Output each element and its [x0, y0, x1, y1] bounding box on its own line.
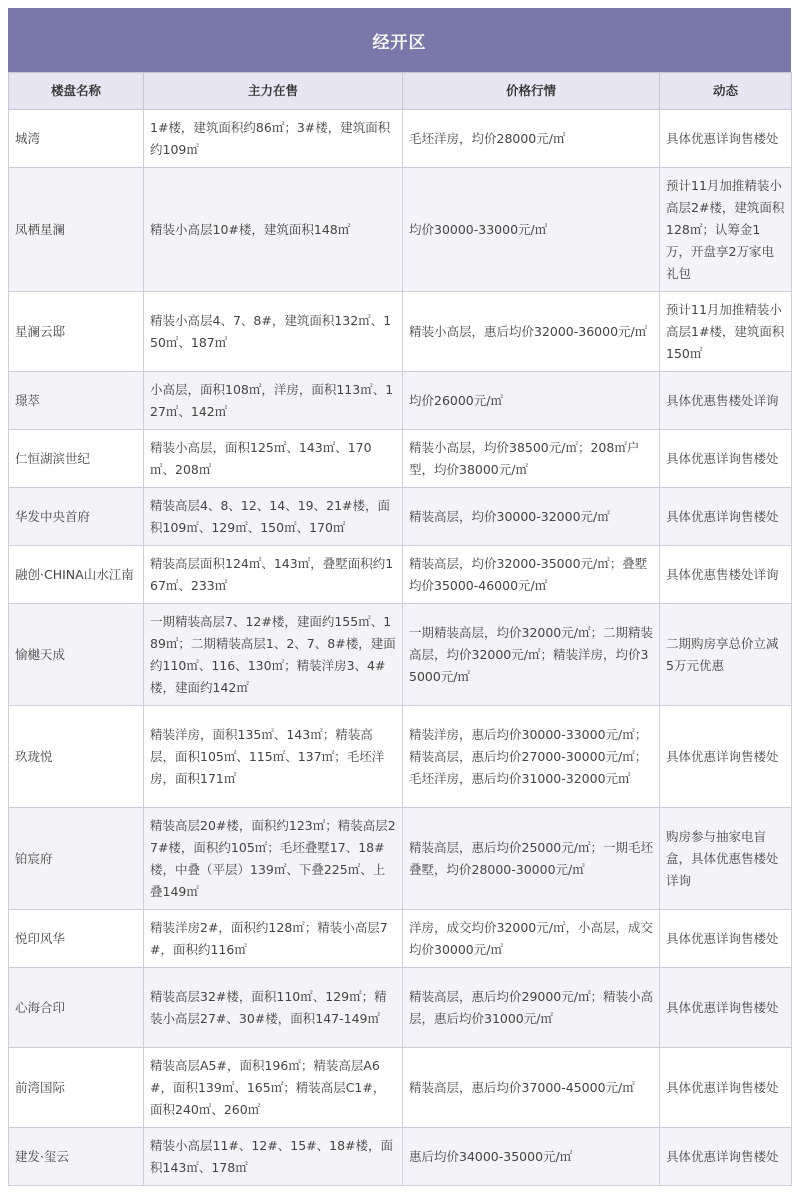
table-row: [9, 110, 792, 168]
cell-news: 具体优惠详询售楼处: [660, 110, 792, 168]
header-news: 动态: [660, 73, 792, 110]
cell-main: 精装高层32#楼，面积110㎡、129㎡；精装小高层27#、30#楼，面积147-149㎡: [144, 968, 403, 1048]
table-row: [9, 292, 792, 372]
cell-name: 铂宸府: [9, 808, 144, 910]
table-row: [9, 372, 792, 430]
cell-name: 仁恒湖滨世纪: [9, 430, 144, 488]
cell-main: 精装洋房2#，面积约128㎡；精装小高层7#，面积约116㎡: [144, 910, 403, 968]
cell-news: 具体优惠详询售楼处: [660, 1048, 792, 1128]
cell-news: 购房参与抽家电盲盒，具体优惠售楼处详询: [660, 808, 792, 910]
cell-news: 二期购房享总价立减5万元优惠: [660, 604, 792, 706]
cell-news: 预计11月加推精装小高层2#楼，建筑面积128㎡；认筹金1万，开盘享2万家电礼包: [660, 168, 792, 292]
table-row: [9, 168, 792, 292]
cell-name: 建发·玺云: [9, 1128, 144, 1186]
table-title: 经开区: [8, 8, 791, 72]
table-row: [9, 488, 792, 546]
cell-main: 小高层，面积108㎡，洋房，面积113㎡、127㎡、142㎡: [144, 372, 403, 430]
cell-name: 华发中央首府: [9, 488, 144, 546]
table-row: [9, 604, 792, 706]
table-row: [9, 706, 792, 808]
cell-price: 精装小高层，均价38500元/㎡；208㎡户型，均价38000元/㎡: [403, 430, 660, 488]
listing-table: [8, 72, 792, 1186]
cell-name: 城湾: [9, 110, 144, 168]
cell-price: 精装高层，均价32000-35000元/㎡；叠墅均价35000-46000元/㎡: [403, 546, 660, 604]
cell-news: 具体优惠详询售楼处: [660, 968, 792, 1048]
table-body: [9, 110, 792, 1186]
cell-main: 精装高层面积124㎡、143㎡，叠墅面积约167㎡、233㎡: [144, 546, 403, 604]
price-table-panel: [8, 8, 791, 1186]
cell-name: 凤栖星澜: [9, 168, 144, 292]
cell-price: 精装高层，惠后均价37000-45000元/㎡: [403, 1048, 660, 1128]
cell-price: 精装高层，惠后均价29000元/㎡；精装小高层，惠后均价31000元/㎡: [403, 968, 660, 1048]
cell-news: 具体优惠详询售楼处: [660, 1128, 792, 1186]
cell-price: 均价30000-33000元/㎡: [403, 168, 660, 292]
table-row: [9, 430, 792, 488]
table-row: [9, 968, 792, 1048]
cell-name: 悦印风华: [9, 910, 144, 968]
header-price: 价格行情: [403, 73, 660, 110]
cell-price: 精装高层，均价30000-32000元/㎡: [403, 488, 660, 546]
cell-main: 一期精装高层7、12#楼，建面约155㎡、189㎡；二期精装高层1、2、7、8#楼，建面约110㎡、116、130㎡；精装洋房3、4#楼，建面约142㎡: [144, 604, 403, 706]
cell-price: 均价26000元/㎡: [403, 372, 660, 430]
cell-main: 精装洋房，面积135㎡、143㎡；精装高层，面积105㎡、115㎡、137㎡；毛坯洋房，面积171㎡: [144, 706, 403, 808]
cell-name: 玖珑悦: [9, 706, 144, 808]
header-main: 主力在售: [144, 73, 403, 110]
cell-price: 精装小高层，惠后均价32000-36000元/㎡: [403, 292, 660, 372]
cell-main: 精装高层20#楼，面积约123㎡；精装高层27#楼，面积约105㎡；毛坯叠墅17、18#楼，中叠（平层）139㎡、下叠225㎡、上叠149㎡: [144, 808, 403, 910]
table-row: [9, 546, 792, 604]
cell-price: 精装高层，惠后均价25000元/㎡；一期毛坯叠墅，均价28000-30000元/㎡: [403, 808, 660, 910]
cell-price: 洋房，成交均价32000元/㎡，小高层，成交均价30000元/㎡: [403, 910, 660, 968]
cell-price: 毛坯洋房，均价28000元/㎡: [403, 110, 660, 168]
cell-main: 精装小高层，面积125㎡、143㎡、170㎡、208㎡: [144, 430, 403, 488]
cell-news: 预计11月加推精装小高层1#楼，建筑面积150㎡: [660, 292, 792, 372]
cell-news: 具体优惠售楼处详询: [660, 372, 792, 430]
header-row: [9, 73, 792, 110]
table-row: [9, 808, 792, 910]
cell-news: 具体优惠详询售楼处: [660, 910, 792, 968]
cell-main: 1#楼，建筑面积约86㎡；3#楼，建筑面积约109㎡: [144, 110, 403, 168]
cell-main: 精装小高层4、7、8#，建筑面积132㎡、150㎡、187㎡: [144, 292, 403, 372]
cell-name: 璟萃: [9, 372, 144, 430]
cell-news: 具体优惠详询售楼处: [660, 488, 792, 546]
table-row: [9, 1128, 792, 1186]
cell-main: 精装小高层11#、12#、15#、18#楼，面积143㎡、178㎡: [144, 1128, 403, 1186]
cell-news: 具体优惠详询售楼处: [660, 706, 792, 808]
cell-news: 具体优惠详询售楼处: [660, 430, 792, 488]
cell-main: 精装高层A5#，面积196㎡；精装高层A6#，面积139㎡、165㎡；精装高层C1#，面积240㎡、260㎡: [144, 1048, 403, 1128]
header-name: 楼盘名称: [9, 73, 144, 110]
cell-name: 心海合印: [9, 968, 144, 1048]
cell-name: 融创·CHINA山水江南: [9, 546, 144, 604]
cell-name: 前湾国际: [9, 1048, 144, 1128]
table-row: [9, 910, 792, 968]
cell-price: 惠后均价34000-35000元/㎡: [403, 1128, 660, 1186]
cell-name: 星澜云邸: [9, 292, 144, 372]
cell-news: 具体优惠售楼处详询: [660, 546, 792, 604]
cell-main: 精装小高层10#楼，建筑面积148㎡: [144, 168, 403, 292]
cell-main: 精装高层4、8、12、14、19、21#楼，面积109㎡、129㎡、150㎡、170㎡: [144, 488, 403, 546]
cell-price: 精装洋房，惠后均价30000-33000元/㎡；精装高层，惠后均价27000-30000元/㎡；毛坯洋房，惠后均价31000-32000元㎡: [403, 706, 660, 808]
table-row: [9, 1048, 792, 1128]
cell-name: 愉樾天成: [9, 604, 144, 706]
cell-price: 一期精装高层，均价32000元/㎡；二期精装高层，均价32000元/㎡；精装洋房，均价35000元/㎡: [403, 604, 660, 706]
